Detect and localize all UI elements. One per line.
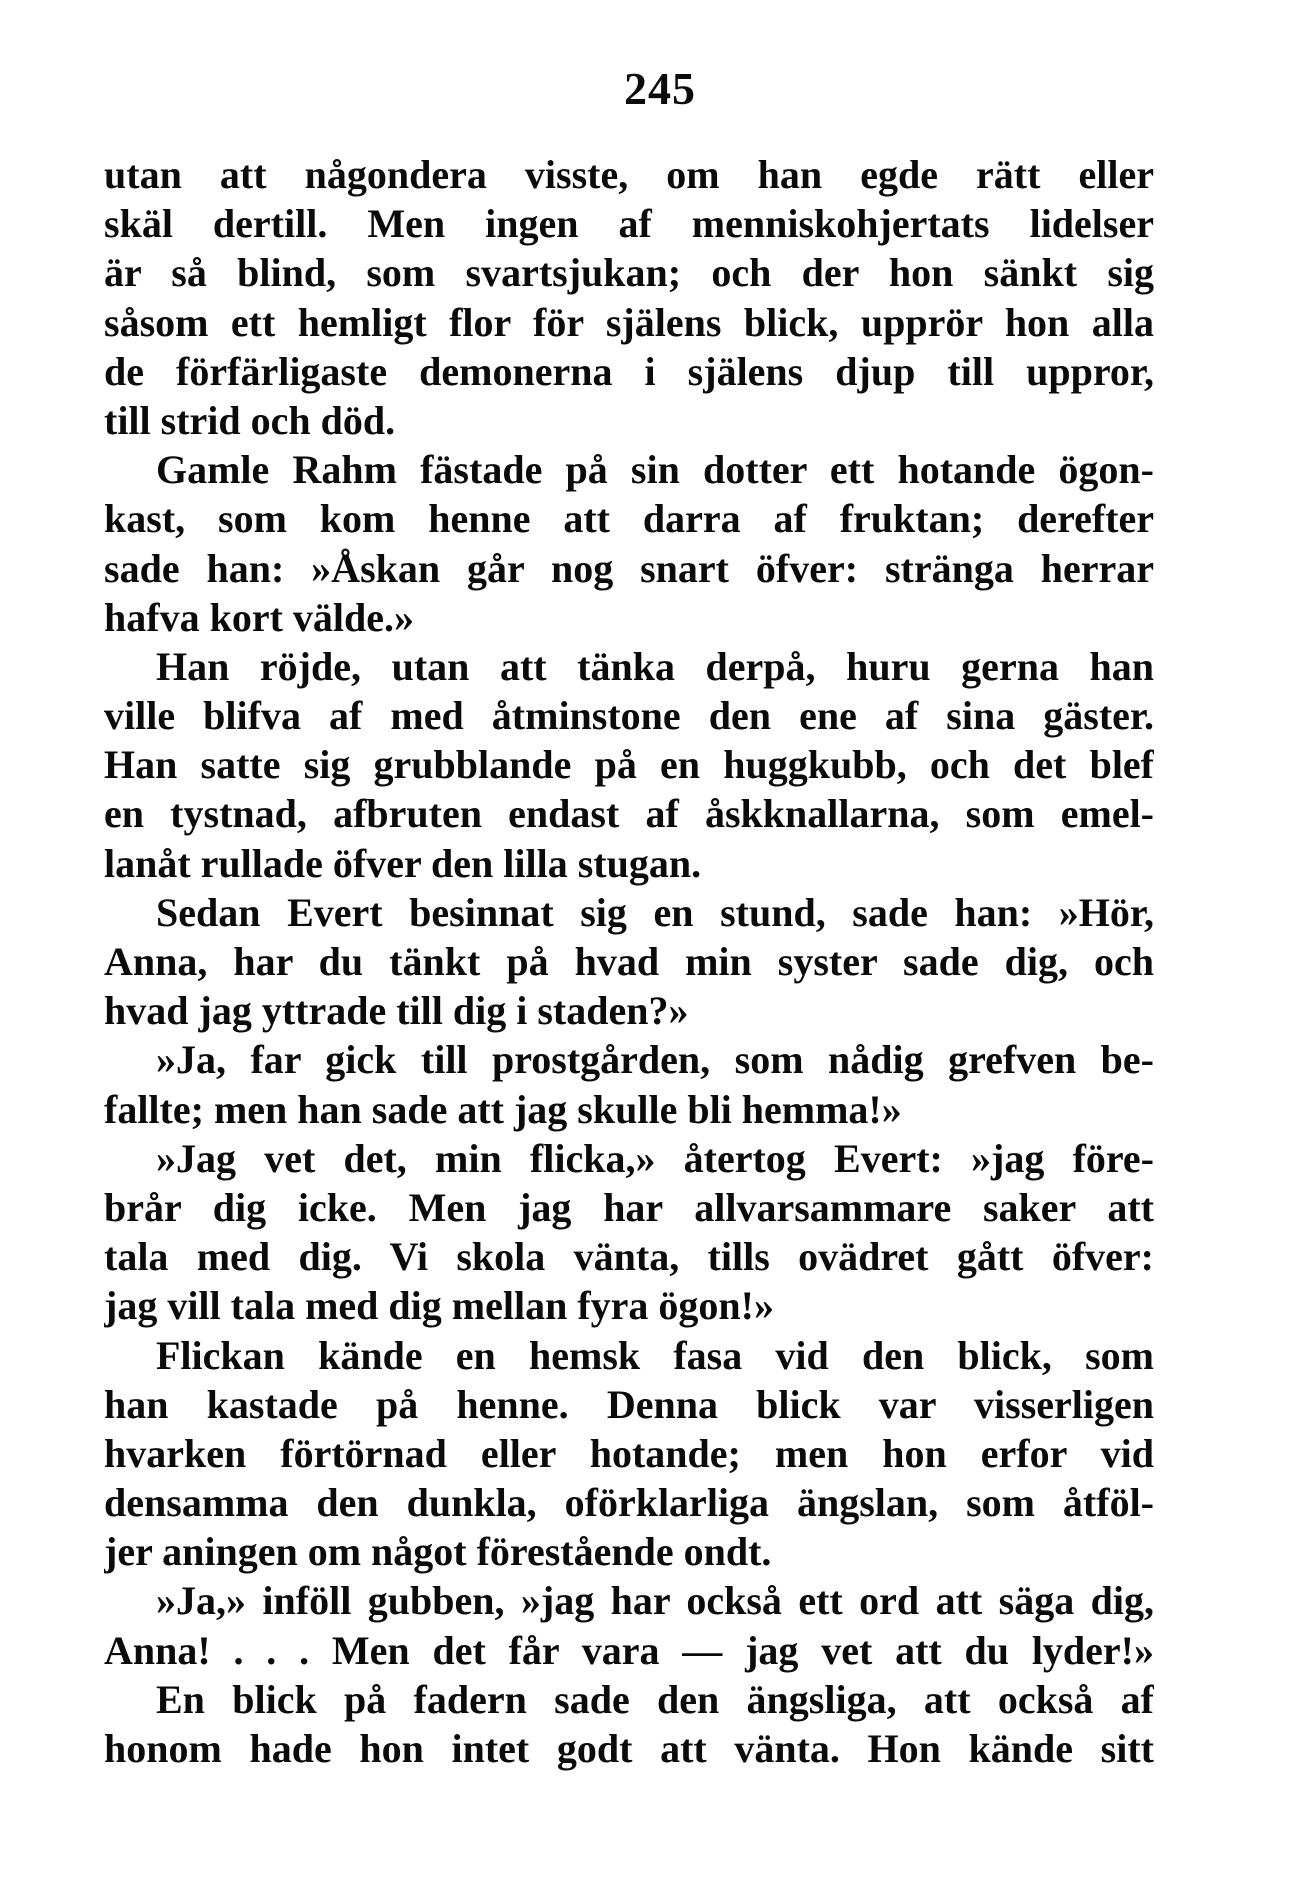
text-line: han kastade på henne. Denna blick var visserligen [104, 1381, 1154, 1427]
text-line: kast, som kom henne att darra af fruktan; derefter [104, 496, 1154, 542]
text-line: Han röjde, utan att tänka derpå, huru gerna han [156, 643, 1154, 689]
text-line: är så blind, som svartsjukan; och der hon sänkt sig [104, 250, 1154, 296]
text-line: jag vill tala med dig mellan fyra ögon!» [104, 1283, 774, 1329]
text-line: densamma den dunkla, oförklarliga ängslan, som åtföl- [104, 1480, 1154, 1526]
text-line: brår dig icke. Men jag har allvarsammare saker att [104, 1184, 1154, 1230]
text-line: Anna! . . . Men det får vara — jag vet att du lyder!» [104, 1627, 1154, 1673]
text-line: de förfärligaste demonerna i själens djup till uppror, [104, 348, 1154, 394]
text-line: tala med dig. Vi skola vänta, tills ovädret gått öfver: [104, 1234, 1154, 1280]
text-line: till strid och död. [104, 397, 396, 443]
text-line: jer aningen om något förestående ondt. [104, 1529, 772, 1575]
text-line: utan att någondera visste, om han egde rätt eller [104, 152, 1154, 197]
text-line: »Jag vet det, min flicka,» återtog Evert: »jag före- [156, 1135, 1154, 1181]
text-line: Sedan Evert besinnat sig en stund, sade han: »Hör, [156, 889, 1154, 935]
text-line: honom hade hon intet godt att vänta. Hon kände sitt [104, 1726, 1154, 1771]
text-line: en tystnad, afbruten endast af åskknallarna, som emel- [104, 791, 1154, 837]
text-line: En blick på fadern sade den ängsliga, att också af [156, 1676, 1154, 1722]
text-line: Flickan kände en hemsk fasa vid den blick, som [156, 1332, 1154, 1378]
text-line: Gamle Rahm fästade på sin dotter ett hotande ögon- [156, 447, 1154, 493]
text-line: fallte; men han sade att jag skulle bli hemma!» [104, 1086, 902, 1132]
text-line: Han satte sig grubblande på en huggkubb, och det blef [104, 742, 1154, 788]
text-line: sade han: »Åskan går nog snart öfver: stränga herrar [104, 545, 1154, 591]
text-line: »Ja, far gick till prostgården, som nådig grefven be- [156, 1037, 1154, 1083]
text-line: hafva kort välde.» [104, 594, 414, 640]
page-number: 245 [624, 63, 696, 114]
text-line: lanåt rullade öfver den lilla stugan. [104, 840, 702, 886]
text-line: hvarken förtörnad eller hotande; men hon erfor vid [104, 1430, 1154, 1476]
text-line: ville blifva af med åtminstone den ene af sina gäster. [104, 693, 1154, 739]
body-text [104, 150, 1154, 1773]
text-line: »Ja,» inföll gubben, »jag har också ett ord att säga dig, [156, 1578, 1154, 1624]
text-line: skäl dertill. Men ingen af menniskohjertats lidelser [104, 201, 1154, 247]
text-line: såsom ett hemligt flor för själens blick, upprör hon alla [104, 299, 1154, 345]
text-line: Anna, har du tänkt på hvad min syster sade dig, och [104, 939, 1154, 984]
text-line: hvad jag yttrade till dig i staden?» [104, 988, 689, 1034]
